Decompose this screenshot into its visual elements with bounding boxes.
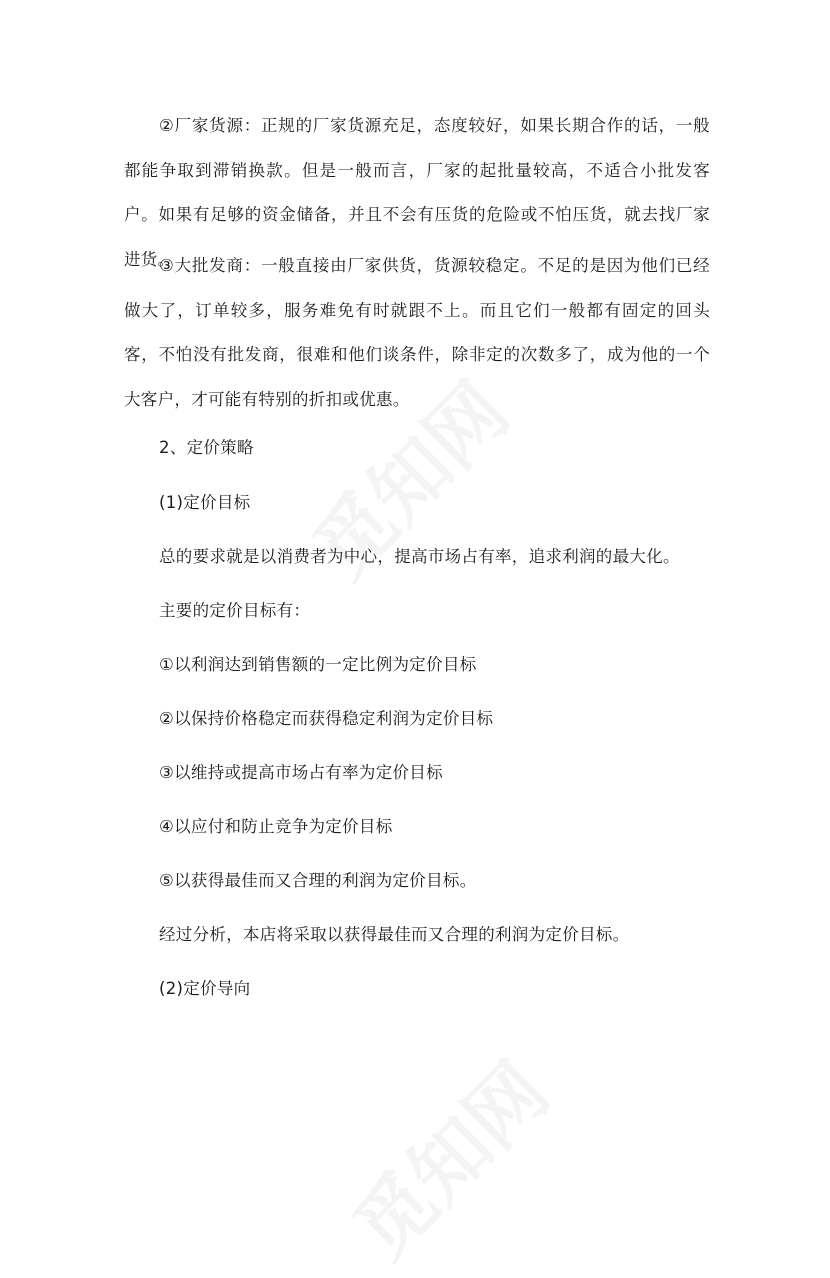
subsection-title-pricing-orientation: (2)定价导向 xyxy=(159,979,251,998)
text-line: 主要的定价目标有： xyxy=(159,601,311,620)
goal-item: ③以维持或提高市场占有率为定价目标 xyxy=(159,763,443,782)
goal-item: ④以应付和防止竞争为定价目标 xyxy=(159,817,393,836)
section-title: 2、定价策略 xyxy=(159,438,254,457)
goal-item: ②以保持价格稳定而获得稳定利润为定价目标 xyxy=(159,709,494,728)
goal-item: ⑤以获得最佳而又合理的利润为定价目标。 xyxy=(159,871,477,890)
paragraph-text: ②厂家货源：正规的厂家货源充足，态度较好，如果长期合作的话，一般都能争取到滞销换款。但是一般而言，厂家的起批量较高，不适合小批发客户。如果有足够的资金储备，并且不会有压货的危险或不怕压货，就去找厂家进货。 xyxy=(124,116,710,269)
paragraph-wholesaler xyxy=(124,244,710,422)
goal-item: ①以利润达到销售额的一定比例为定价目标 xyxy=(159,655,477,674)
conclusion-line: 经过分析，本店将采取以获得最佳而又合理的利润为定价目标。 xyxy=(159,925,630,944)
watermark-bottom xyxy=(325,1034,570,1278)
paragraph-text: ③大批发商：一般直接由厂家供货，货源较稳定。不足的是因为他们已经做大了，订单较多，服务难免有时就跟不上。而且它们一般都有固定的回头客，不怕没有批发商，很难和他们谈条件，除非定的次数多了，成为他的一个大客户，才可能有特别的折扣或优惠。 xyxy=(124,256,710,409)
subsection-title-pricing-goal: (1)定价目标 xyxy=(159,493,251,512)
text-line: 总的要求就是以消费者为中心，提高市场占有率，追求利润的最大化。 xyxy=(159,547,680,566)
